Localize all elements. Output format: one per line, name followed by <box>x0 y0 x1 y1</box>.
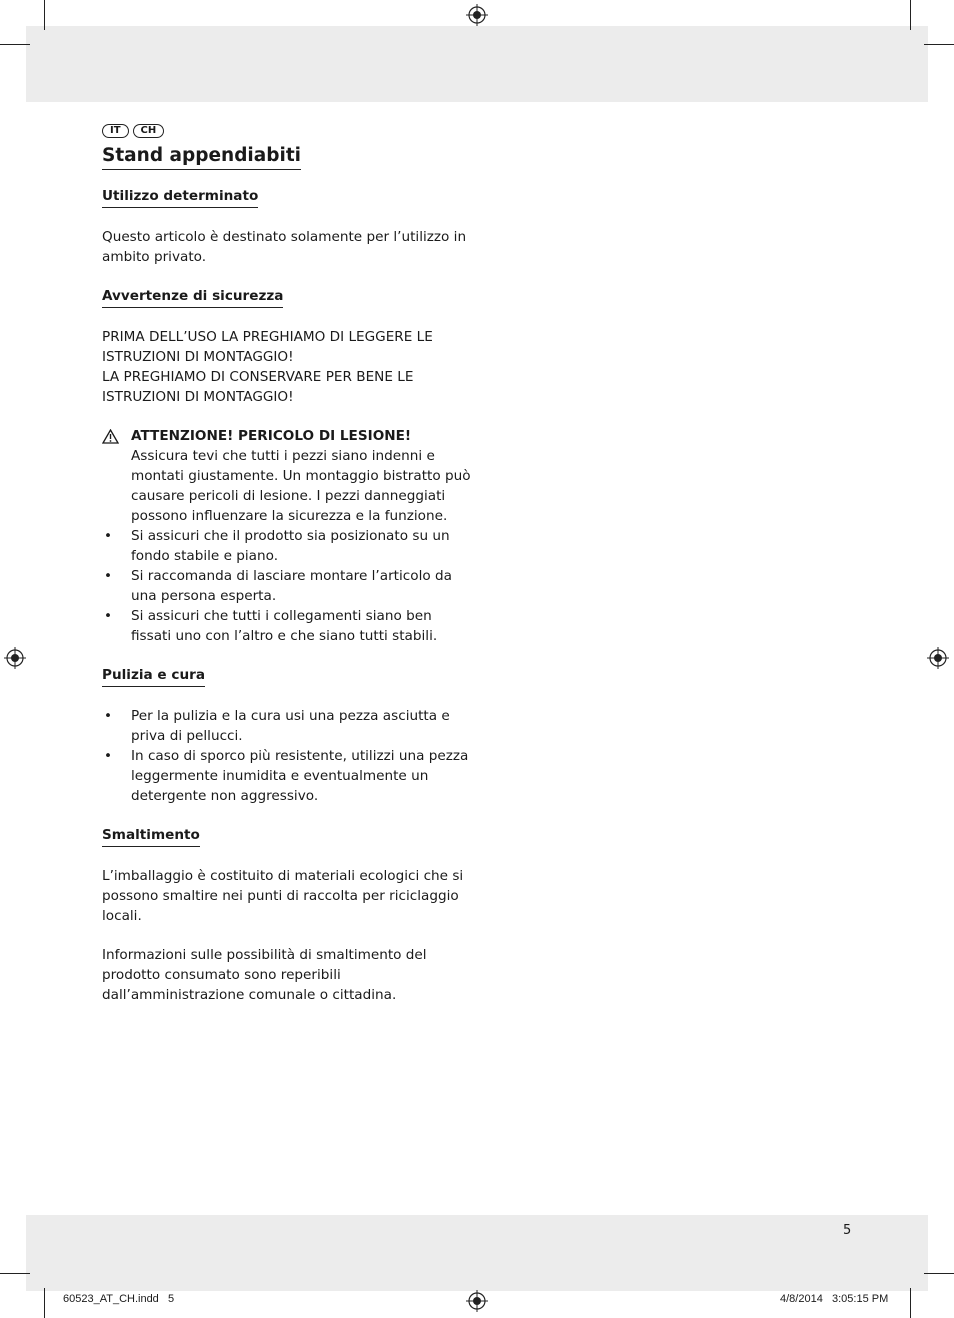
language-badges <box>102 124 472 138</box>
warning-triangle-icon <box>102 429 119 444</box>
list-item-text: In caso di sporco più resistente, utilizzi una pezza leggermente inumidita e eventualmente un detergente non aggressivo. <box>131 748 469 804</box>
footer-filename: 60523_AT_CH.indd 5 <box>63 1293 175 1305</box>
bottom-band <box>26 1215 928 1291</box>
top-band <box>26 26 928 102</box>
bullet-icon: • <box>104 568 113 584</box>
list-item <box>102 746 472 806</box>
registration-mark-icon <box>466 1290 488 1312</box>
page-number: 5 <box>843 1223 852 1238</box>
crop-mark <box>0 1273 30 1274</box>
intended-use-text: Questo articolo è destinato solamente per l’utilizzo in ambito privato. <box>102 229 467 265</box>
crop-mark <box>910 1288 911 1318</box>
list-item <box>102 706 472 746</box>
crop-mark <box>924 1273 954 1274</box>
bullet-icon: • <box>104 708 113 724</box>
list-item <box>102 606 472 646</box>
list-item-text: Per la pulizia e la cura usi una pezza asciutta e priva di pellucci. <box>131 708 450 744</box>
list-item-text: Si assicuri che tutti i collegamenti siano ben fissati uno con l’altro e che siano tutti stabili. <box>131 608 438 644</box>
crop-mark <box>44 0 45 30</box>
disposal-text: Informazioni sulle possibilità di smaltimento del prodotto consumato sono reperibili dall’amministrazione comunale o cittadina. <box>102 947 427 1003</box>
registration-mark-icon <box>4 647 26 669</box>
registration-mark-icon <box>927 647 949 669</box>
language-badge-ch: CH <box>133 124 165 138</box>
bullet-icon: • <box>104 608 113 624</box>
registration-mark-icon <box>466 4 488 26</box>
list-item-text: Si assicuri che il prodotto sia posizionato su un fondo stabile e piano. <box>131 528 450 564</box>
care-bullets <box>102 706 472 806</box>
warning-text: Assicura tevi che tutti i pezzi siano indenni e montati giustamente. Un montaggio bistratto può causare pericoli di lesione. I pezzi danneggiati possono influenzare la sicurezza e la funzione. <box>131 448 471 524</box>
safety-line: LA PREGHIAMO DI CONSERVARE PER BENE LE ISTRUZIONI DI MONTAGGIO! <box>102 369 414 405</box>
safety-notice <box>102 327 472 407</box>
list-item-text: Si raccomanda di lasciare montare l’articolo da una persona esperta. <box>131 568 452 604</box>
warning-block <box>102 426 472 526</box>
bullet-icon: • <box>104 528 113 544</box>
safety-line: PRIMA DELL’USO LA PREGHIAMO DI LEGGERE LE ISTRUZIONI DI MONTAGGIO! <box>102 329 433 365</box>
heading-safety: Avvertenze di sicurezza <box>102 287 283 308</box>
list-item <box>102 526 472 566</box>
list-item <box>102 566 472 606</box>
crop-mark <box>44 1288 45 1318</box>
heading-disposal: Smaltimento <box>102 826 200 847</box>
crop-mark <box>924 44 954 45</box>
crop-mark <box>0 44 30 45</box>
content-column <box>102 124 472 1024</box>
crop-mark <box>910 0 911 30</box>
footer-timestamp: 4/8/2014 3:05:15 PM <box>780 1293 889 1305</box>
warning-title: ATTENZIONE! PERICOLO DI LESIONE! <box>131 428 412 444</box>
heading-intended-use: Utilizzo determinato <box>102 187 258 208</box>
language-badge-it: IT <box>102 124 129 138</box>
safety-bullets <box>102 526 472 646</box>
bullet-icon: • <box>104 748 113 764</box>
heading-care: Pulizia e cura <box>102 666 205 687</box>
page-title: Stand appendiabiti <box>102 144 301 170</box>
disposal-text: L’imballaggio è costituito di materiali ecologici che si possono smaltire nei punti di raccolta per riciclaggio locali. <box>102 868 464 924</box>
